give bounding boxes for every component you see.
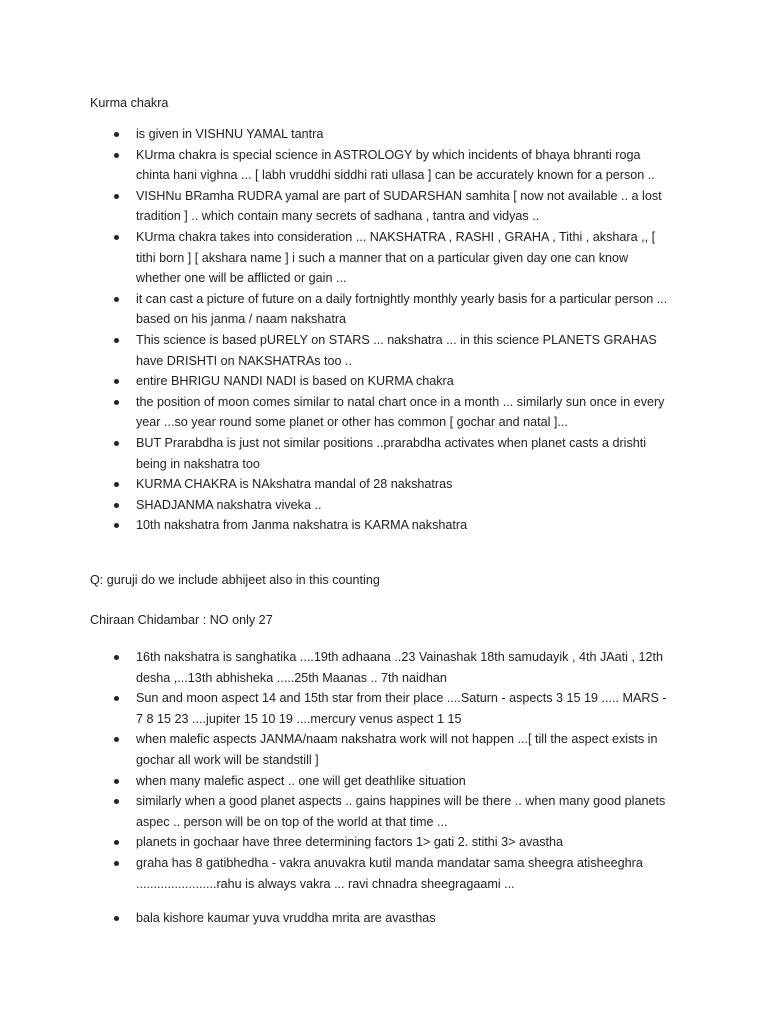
bullet-icon [114,338,119,343]
list-item: KUrma chakra is special science in ASTROLOGY by which incidents of bhaya bhranti roga chinta hani vighna ... [ labh vruddhi siddhi rati ullasa ] can be accurately known for a person .. [0,145,676,186]
bullet-icon [114,400,119,405]
bullet-icon [114,861,119,866]
question-text: Q: guruji do we include abhijeet also in this counting [90,573,380,587]
list-item: is given in VISHNU YAMAL tantra [0,124,676,145]
list-item: when many malefic aspect .. one will get deathlike situation [0,771,676,792]
bullet-icon [114,799,119,804]
list-item: it can cast a picture of future on a daily fortnightly monthly yearly basis for a particular person ... based on his janma / naam nakshatra [0,289,676,330]
bullet-icon [114,194,119,199]
bullet-list-nakshatra-aspects [0,647,768,894]
bullet-icon [114,696,119,701]
bullet-icon [114,235,119,240]
list-item: KURMA CHAKRA is NAkshatra mandal of 28 nakshatras [0,474,676,495]
bullet-icon [114,840,119,845]
bullet-icon [114,655,119,660]
list-item: the position of moon comes similar to natal chart once in a month ... similarly sun once in every year ...so year round some planet or other has common [ gochar and natal ]... [0,392,676,433]
list-item: 10th nakshatra from Janma nakshatra is KARMA nakshatra [0,515,676,536]
list-item: VISHNu BRamha RUDRA yamal are part of SUDARSHAN samhita [ now not available .. a lost tradition ] .. which contain many secrets of sadhana , tantra and vidyas .. [0,186,676,227]
list-item: bala kishore kaumar yuva vruddha mrita are avasthas [0,908,676,929]
list-item: This science is based pURELY on STARS ... nakshatra ... in this science PLANETS GRAHAS have DRISHTI on NAKSHATRAs too .. [0,330,676,371]
list-item: planets in gochaar have three determining factors 1> gati 2. stithi 3> avastha [0,832,676,853]
bullet-icon [114,379,119,384]
list-item: KUrma chakra takes into consideration ... NAKSHATRA , RASHI , GRAHA , Tithi , akshara ,, [ tithi born ] [ akshara name ] i such a manner that on a particular given day one can know whether one will be afflicted or gain ... [0,227,676,289]
list-item: similarly when a good planet aspects .. gains happines will be there .. when many good planets aspec .. person will be on top of the world at that time ... [0,791,676,832]
list-item: BUT Prarabdha is just not similar positions ..prarabdha activates when planet casts a drishti being in nakshatra too [0,433,676,474]
bullet-icon [114,779,119,784]
list-item: entire BHRIGU NANDI NADI is based on KURMA chakra [0,371,676,392]
answer-text: Chiraan Chidambar : NO only 27 [90,613,273,627]
list-item: Sun and moon aspect 14 and 15th star from their place ....Saturn - aspects 3 15 19 ..... MARS - 7 8 15 23 ....jupiter 15 10 19 ....mercury venus aspect 1 15 [0,688,676,729]
list-item: when malefic aspects JANMA/naam nakshatra work will not happen ...[ till the aspect exists in gochar all work will be standstill ] [0,729,676,770]
list-item: 16th nakshatra is sanghatika ....19th adhaana ..23 Vainashak 18th samudayik , 4th JAati , 12th desha ,...13th abhisheka .....25th Maanas .. 7th naidhan [0,647,676,688]
bullet-icon [114,503,119,508]
bullet-icon [114,297,119,302]
bullet-icon [114,482,119,487]
list-item: SHADJANMA nakshatra viveka .. [0,495,676,516]
bullet-list-kurma-chakra [0,124,768,536]
document-title: Kurma chakra [90,96,169,110]
bullet-list-avasthas [0,908,768,929]
bullet-icon [114,153,119,158]
bullet-icon [114,523,119,528]
bullet-icon [114,132,119,137]
list-item: graha has 8 gatibhedha - vakra anuvakra kutil manda mandatar sama sheegra atisheeghra .......................rahu is always vakra ... ravi chnadra sheegragaami ... [0,853,676,894]
bullet-icon [114,441,119,446]
bullet-icon [114,737,119,742]
bullet-icon [114,916,119,921]
